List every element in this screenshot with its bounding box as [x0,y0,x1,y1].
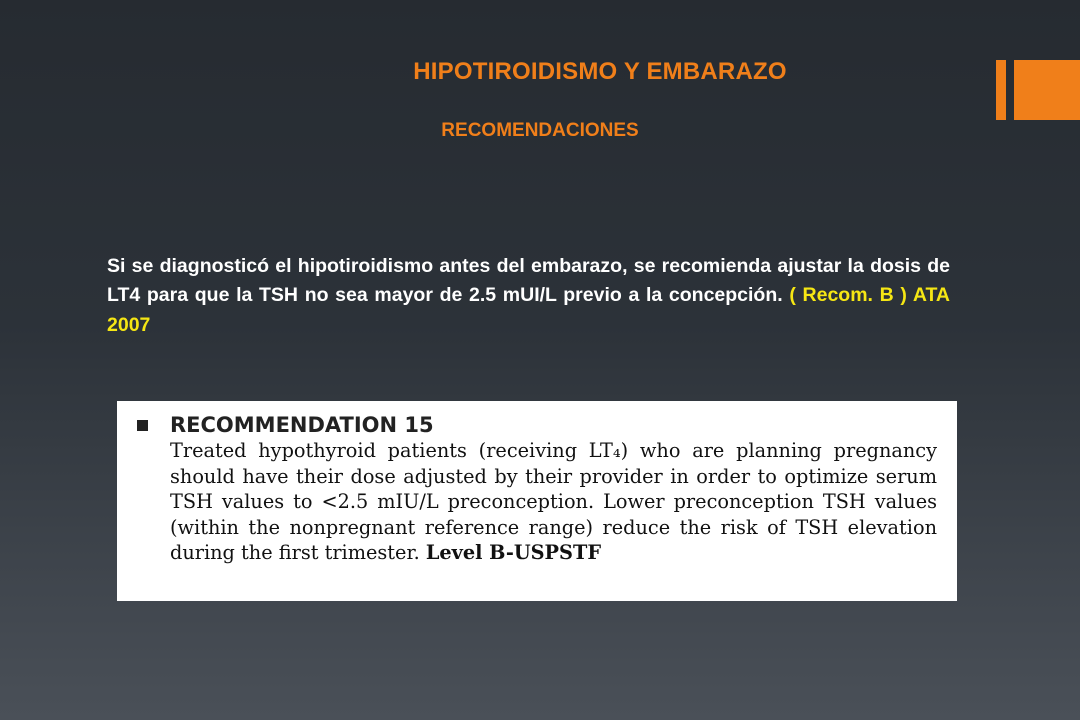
slide-title: HIPOTIROIDISMO Y EMBARAZO [413,58,787,85]
slide-subtitle: RECOMENDACIONES [441,120,639,141]
slide-body-paragraph [107,252,950,340]
square-bullet-icon [137,420,148,431]
recommendation-body: Treated hypothyroid patients (receiving LT₄) who are planning pregnancy should have their dose adjusted by their provider in order to optimize serum TSH values to <2.5 mIU/L preconception. Lower preconception TSH values (within the nonpregnant reference range) reduce the risk of TSH elevation during the first trimester. [170,439,937,564]
recommendation-heading [137,413,937,437]
body-main-text: Si se diagnosticó el hipotiroidismo antes del embarazo, se recomienda ajustar la dosis de LT4 para que la TSH no sea mayor de 2.5 mUI/L previo a la concepción. [107,255,950,307]
recommendation-image [117,401,957,601]
recommendation-level: Level B-USPSTF [425,541,602,564]
recommendation-text [170,438,937,566]
recommendation-heading-text: RECOMMENDATION 15 [170,413,434,437]
body-reference-text: ( Recom. B ) ATA 2007 [107,284,951,336]
